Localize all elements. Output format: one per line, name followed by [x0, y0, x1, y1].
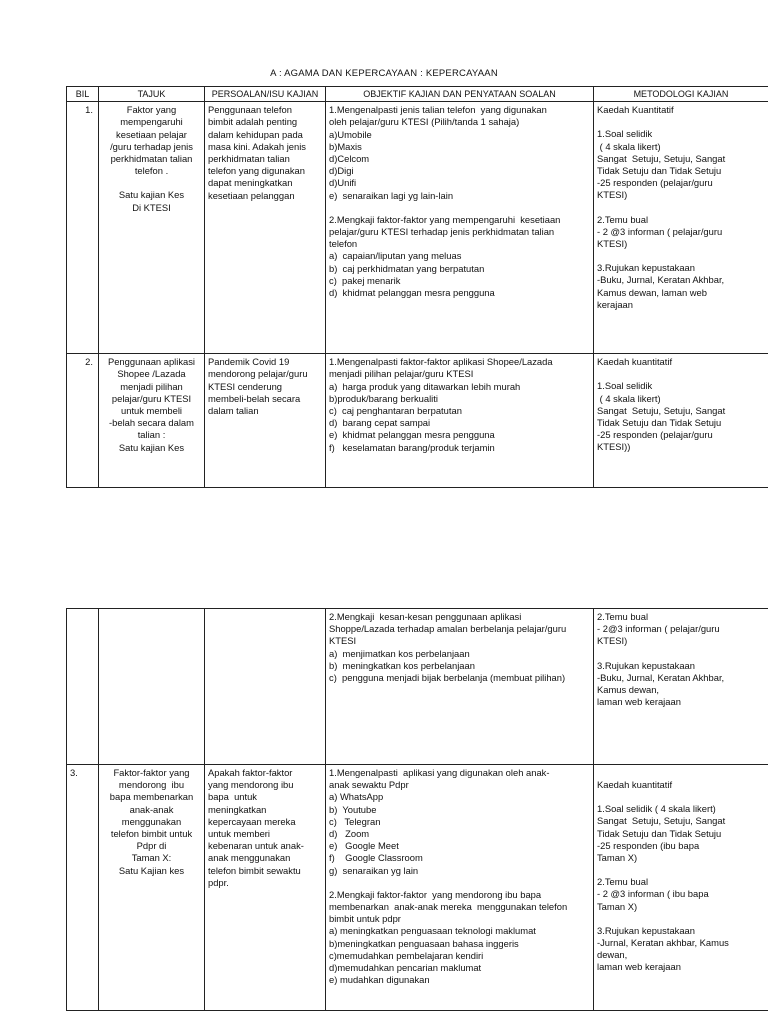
- cell-metodologi: [594, 609, 768, 765]
- cell-objektif-line: d) barang cepat sampai: [329, 417, 431, 429]
- cell-tajuk-line: pelajar/guru KTESI: [111, 392, 192, 404]
- cell-persoalan-line: yang mendorong ibu: [208, 779, 294, 791]
- cell-objektif-line: 2.Mengkaji faktor-faktor yang mendorong ibu bapa: [329, 888, 542, 900]
- cell-metodologi-line: 3.Rujukan kepustakaan: [597, 262, 695, 274]
- cell-tajuk-line: Shopee /Lazada: [117, 368, 186, 380]
- cell-persoalan-line: Penggunaan telefon: [208, 104, 292, 116]
- cell-metodologi-line: - 2@3 informan ( pelajar/guru: [597, 623, 720, 635]
- row-number: 1.: [85, 104, 93, 116]
- cell-persoalan-line: Apakah faktor-faktor: [208, 767, 293, 778]
- cell-tajuk-line: mendorong ibu: [118, 779, 185, 791]
- cell-persoalan-line: KTESI cenderung: [208, 380, 283, 392]
- cell-objektif-line: d)Unifi: [329, 177, 357, 189]
- cell-persoalan-line: kebenaran untuk anak-: [208, 840, 304, 852]
- cell-metodologi-line: 2.Temu bual: [597, 876, 649, 888]
- cell-metodologi-line: KTESI): [597, 635, 628, 647]
- cell-objektif-line: 1.Mengenalpasti jenis talian telefon yang digunakan: [329, 104, 547, 116]
- cell-tajuk-line: Satu kajian Kes: [118, 189, 185, 201]
- cell-persoalan: [205, 354, 326, 488]
- cell-metodologi-line: Sangat Setuju, Setuju, Sangat: [597, 404, 726, 416]
- cell-metodologi-line: Kamus dewan, laman web: [597, 286, 707, 298]
- page-title: A : AGAMA DAN KEPERCAYAAN : KEPERCAYAAN: [270, 68, 498, 79]
- cell-metodologi-line: -Jurnal, Keratan akhbar, Kamus: [597, 937, 729, 949]
- cell-metodologi-line: Taman X): [597, 852, 638, 864]
- cell-metodologi-line: KTESI): [597, 238, 628, 250]
- cell-objektif-line: d)Digi: [329, 165, 354, 177]
- cell-tajuk-line: Faktor-faktor yang: [113, 767, 190, 778]
- header-bil: BIL: [67, 87, 99, 102]
- cell-persoalan-line: dalam talian: [208, 405, 259, 417]
- table-row: [67, 609, 768, 765]
- cell-objektif-line: b)Maxis: [329, 140, 362, 152]
- cell-metodologi-line: kerajaan: [597, 298, 633, 310]
- cell-metodologi-line: - 2 @3 informan ( pelajar/guru: [597, 225, 723, 237]
- header-tajuk: TAJUK: [99, 87, 205, 102]
- cell-metodologi-line: KTESI)): [597, 441, 631, 453]
- cell-tajuk-line: -belah secara dalam: [109, 417, 194, 429]
- cell-persoalan-line: membeli-belah secara: [208, 392, 301, 404]
- cell-metodologi-line: dewan,: [597, 949, 628, 961]
- cell-persoalan-line: bapa untuk: [208, 791, 257, 803]
- cell-persoalan-line: untuk memberi: [208, 828, 271, 840]
- cell-objektif-line: a) capaian/liputan yang meluas: [329, 250, 462, 262]
- cell-metodologi-line: ( 4 skala likert): [597, 392, 661, 404]
- cell-objektif-line: f) keselamatan barang/produk terjamin: [329, 441, 495, 453]
- cell-objektif-line: KTESI: [329, 635, 357, 647]
- cell-objektif-line: a) meningkatkan penguasaan teknologi maklumat: [329, 925, 536, 937]
- cell-metodologi-line: Tidak Setuju dan Tidak Setuju: [597, 165, 722, 177]
- row-number: 3.: [70, 767, 78, 778]
- cell-persoalan: [205, 765, 326, 1011]
- cell-metodologi-line: Tidak Setuju dan Tidak Setuju: [597, 417, 722, 429]
- cell-tajuk-line: Taman X:: [131, 852, 172, 864]
- cell-persoalan-line: mendorong pelajar/guru: [208, 368, 308, 380]
- cell-metodologi-line: 2.Temu bual: [597, 611, 649, 622]
- cell-objektif-line: b) caj perkhidmatan yang berpatutan: [329, 262, 485, 274]
- cell-tajuk: [99, 765, 205, 1011]
- table-row: [67, 102, 768, 354]
- cell-metodologi-line: Kaedah Kuantitatif: [597, 104, 674, 116]
- header-objektif: OBJEKTIF KAJIAN DAN PENYATAAN SOALAN: [326, 87, 594, 102]
- cell-metodologi-line: Sangat Setuju, Setuju, Sangat: [597, 815, 726, 827]
- cell-objektif-line: [329, 877, 590, 889]
- header-metodologi: METODOLOGI KAJIAN: [594, 87, 768, 102]
- cell-objektif-line: c) caj penghantaran berpatutan: [329, 405, 462, 417]
- cell-persoalan-line: kepercayaan mereka: [208, 815, 296, 827]
- cell-objektif-line: a) WhatsApp: [329, 791, 384, 803]
- cell-persoalan-line: bimbit adalah penting: [208, 116, 298, 128]
- cell-metodologi-line: 1.Soal selidik: [597, 128, 653, 140]
- cell-persoalan-line: telefon yang digunakan: [208, 165, 305, 177]
- cell-objektif-line: 2.Mengkaji faktor-faktor yang mempengaruhi kesetiaan: [329, 213, 561, 225]
- cell-objektif-line: a) menjimatkan kos perbelanjaan: [329, 647, 470, 659]
- cell-persoalan: [205, 609, 326, 765]
- cell-tajuk: [99, 102, 205, 354]
- research-table-page-1: [66, 86, 768, 488]
- cell-metodologi-line: 1.Soal selidik: [597, 380, 653, 392]
- cell-metodologi-line: [597, 250, 765, 262]
- cell-tajuk-line: Satu Kajian kes: [118, 864, 185, 876]
- cell-metodologi: [594, 354, 768, 488]
- cell-tajuk-line: talian :: [137, 429, 166, 441]
- cell-metodologi-line: ( 4 skala likert): [597, 140, 661, 152]
- cell-objektif-line: Shoppe/Lazada terhadap amalan berbelanja pelajar/guru: [329, 623, 567, 635]
- cell-tajuk-line: untuk membeli: [121, 405, 182, 417]
- cell-metodologi-line: 1.Soal selidik ( 4 skala likert): [597, 803, 716, 815]
- cell-objektif-line: d) khidmat pelanggan mesra pengguna: [329, 287, 495, 299]
- cell-metodologi-line: [597, 648, 765, 660]
- cell-metodologi-line: [597, 767, 765, 779]
- cell-metodologi-line: laman web kerajaan: [597, 696, 681, 708]
- cell-objektif-line: membenarkan anak-anak mereka menggunakan telefon: [329, 901, 568, 913]
- cell-objektif: [326, 765, 594, 1011]
- cell-objektif-line: d)Celcom: [329, 153, 370, 165]
- cell-persoalan-line: pdpr.: [208, 876, 229, 888]
- cell-objektif-line: anak sewaktu Pdpr: [329, 779, 409, 791]
- cell-metodologi-line: 2.Temu bual: [597, 213, 649, 225]
- cell-objektif-line: e) khidmat pelanggan mesra pengguna: [329, 429, 495, 441]
- cell-objektif-line: c)memudahkan pembelajaran kendiri: [329, 949, 484, 961]
- cell-objektif: [326, 609, 594, 765]
- cell-bil: [67, 102, 99, 354]
- cell-tajuk-line: /guru terhadap jenis: [110, 140, 193, 152]
- cell-tajuk-line: Faktor yang: [126, 104, 177, 116]
- cell-persoalan-line: dapat meningkatkan: [208, 177, 293, 189]
- cell-objektif-line: c) pakej menarik: [329, 274, 401, 286]
- cell-metodologi-line: Kaedah kuantitatif: [597, 779, 673, 790]
- cell-tajuk-line: [102, 177, 201, 189]
- cell-metodologi-line: -25 responden (ibu bapa: [597, 839, 700, 851]
- cell-metodologi-line: [597, 368, 765, 380]
- cell-metodologi-line: Kaedah kuantitatif: [597, 356, 673, 368]
- cell-objektif-line: b) Youtube: [329, 803, 377, 815]
- cell-objektif-line: a)Umobile: [329, 128, 372, 140]
- cell-bil: [67, 354, 99, 488]
- table-row: [67, 765, 768, 1011]
- cell-persoalan-line: Pandemik Covid 19: [208, 356, 290, 368]
- cell-objektif-line: telefon: [329, 238, 358, 250]
- cell-tajuk-line: Pdpr di: [136, 840, 167, 852]
- cell-persoalan-line: anak menggunakan: [208, 852, 291, 864]
- cell-metodologi-line: 3.Rujukan kepustakaan: [597, 659, 695, 671]
- cell-metodologi-line: [597, 116, 765, 128]
- cell-metodologi-line: Tidak Setuju dan Tidak Setuju: [597, 827, 722, 839]
- cell-metodologi-line: Kamus dewan,: [597, 684, 660, 696]
- cell-objektif-line: g) senaraikan yg lain: [329, 864, 419, 876]
- cell-metodologi: [594, 765, 768, 1011]
- cell-objektif-line: 1.Mengenalpasti aplikasi yang digunakan oleh anak-: [329, 767, 550, 778]
- cell-metodologi-line: -Buku, Jurnal, Keratan Akhbar,: [597, 671, 725, 683]
- cell-metodologi-line: Sangat Setuju, Setuju, Sangat: [597, 152, 726, 164]
- cell-persoalan-line: meningkatkan: [208, 803, 267, 815]
- cell-tajuk-line: mempengaruhi: [120, 116, 183, 128]
- cell-persoalan: [205, 102, 326, 354]
- cell-metodologi-line: - 2 @3 informan ( ibu bapa: [597, 888, 709, 900]
- cell-objektif-line: c) Telegran: [329, 815, 381, 827]
- cell-metodologi-line: KTESI): [597, 189, 628, 201]
- cell-tajuk-line: perkhidmatan talian: [110, 153, 193, 165]
- cell-objektif-line: [329, 202, 590, 214]
- cell-metodologi-line: -25 responden (pelajar/guru: [597, 177, 713, 189]
- cell-metodologi-line: [597, 864, 765, 876]
- cell-objektif-line: e) mudahkan digunakan: [329, 974, 430, 986]
- cell-tajuk-line: bapa membenarkan: [109, 791, 194, 803]
- cell-tajuk-line: Penggunaan aplikasi: [107, 356, 196, 368]
- cell-objektif: [326, 102, 594, 354]
- table-header-row: [67, 87, 768, 102]
- cell-metodologi-line: laman web kerajaan: [597, 961, 681, 973]
- cell-tajuk-line: telefon bimbit untuk: [110, 828, 193, 840]
- cell-metodologi-line: -25 responden (pelajar/guru: [597, 429, 713, 441]
- cell-metodologi-line: [597, 202, 765, 214]
- cell-metodologi-line: 3.Rujukan kepustakaan: [597, 924, 695, 936]
- cell-metodologi-line: [597, 913, 765, 925]
- cell-persoalan-line: telefon bimbit sewaktu: [208, 864, 301, 876]
- cell-objektif-line: d) Zoom: [329, 828, 370, 840]
- cell-tajuk-line: anak-anak: [129, 803, 174, 815]
- row-number: 2.: [85, 356, 93, 368]
- cell-objektif-line: e) senaraikan lagi yg lain-lain: [329, 189, 454, 201]
- cell-tajuk-line: telefon .: [134, 165, 169, 177]
- cell-objektif-line: 1.Mengenalpasti faktor-faktor aplikasi Shopee/Lazada: [329, 356, 553, 368]
- cell-bil: [67, 609, 99, 765]
- cell-objektif: [326, 354, 594, 488]
- cell-objektif-line: b)meningkatkan penguasaan bahasa inggeris: [329, 937, 519, 949]
- header-persoalan: PERSOALAN/ISU KAJIAN: [205, 87, 326, 102]
- cell-tajuk-line: kesetiaan pelajar: [116, 128, 187, 140]
- cell-persoalan-line: perkhidmatan talian: [208, 153, 290, 165]
- cell-tajuk-line: menggunakan: [121, 815, 182, 827]
- cell-objektif-line: e) Google Meet: [329, 840, 399, 852]
- cell-objektif-line: b) meningkatkan kos perbelanjaan: [329, 659, 475, 671]
- cell-metodologi: [594, 102, 768, 354]
- cell-objektif-line: bimbit untuk pdpr: [329, 913, 401, 925]
- cell-tajuk: [99, 609, 205, 765]
- research-table-page-2: [66, 608, 768, 1011]
- cell-objektif-line: f) Google Classroom: [329, 852, 423, 864]
- cell-metodologi-line: [597, 791, 765, 803]
- cell-objektif-line: c) pengguna menjadi bijak berbelanja (membuat pilihan): [329, 672, 566, 684]
- cell-objektif-line: b)produk/barang berkualiti: [329, 392, 438, 404]
- cell-persoalan-line: dalam kehidupan pada: [208, 128, 303, 140]
- cell-objektif-line: d)memudahkan pencarian maklumat: [329, 962, 482, 974]
- cell-metodologi-line: Taman X): [597, 900, 638, 912]
- cell-tajuk-line: Satu kajian Kes: [118, 441, 185, 453]
- cell-persoalan-line: masa kini. Adakah jenis: [208, 140, 306, 152]
- cell-tajuk-line: menjadi pilihan: [120, 380, 183, 392]
- table-row: [67, 354, 768, 488]
- cell-objektif-line: 2.Mengkaji kesan-kesan penggunaan aplikasi: [329, 611, 522, 622]
- cell-bil: [67, 765, 99, 1011]
- cell-objektif-line: oleh pelajar/guru KTESI (Pilih/tanda 1 sahaja): [329, 116, 520, 128]
- cell-persoalan-line: kesetiaan pelanggan: [208, 189, 295, 201]
- cell-objektif-line: menjadi pilihan pelajar/guru KTESI: [329, 368, 474, 380]
- cell-objektif-line: a) harga produk yang ditawarkan lebih murah: [329, 380, 521, 392]
- cell-tajuk-line: Di KTESI: [132, 201, 171, 213]
- cell-metodologi-line: -Buku, Jurnal, Keratan Akhbar,: [597, 274, 725, 286]
- cell-objektif-line: pelajar/guru KTESI terhadap jenis perkhidmatan talian: [329, 226, 555, 238]
- cell-tajuk: [99, 354, 205, 488]
